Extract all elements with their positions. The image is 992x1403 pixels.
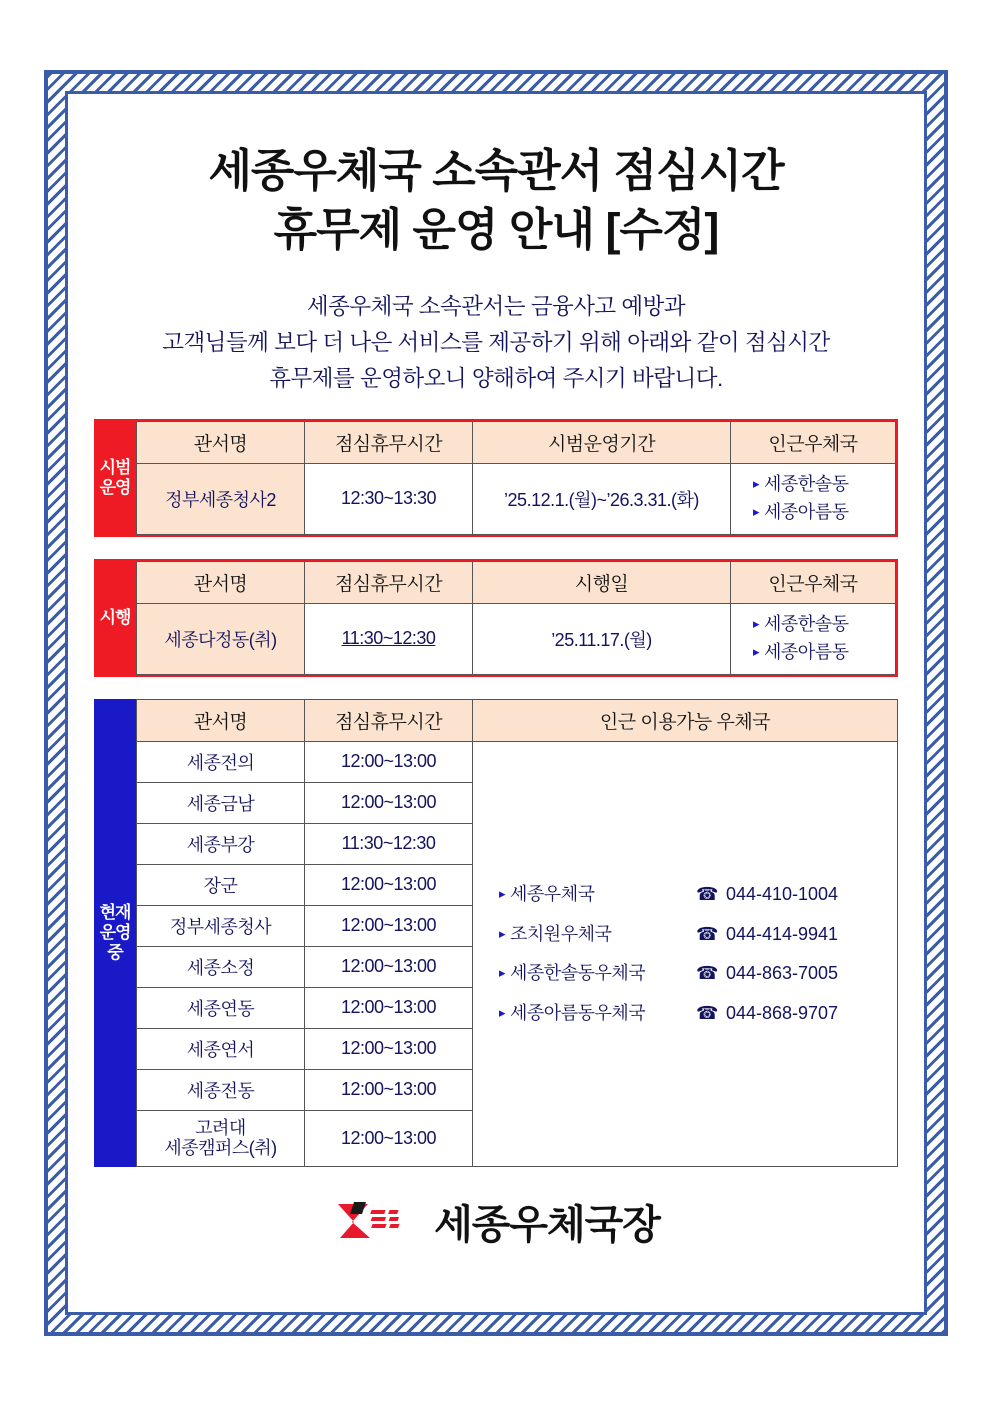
phone-office-name: 세종아름동우체국 xyxy=(510,1002,646,1023)
pilot-nearby-1: 세종한솔동 xyxy=(764,474,849,494)
bullet-icon: ▸ xyxy=(499,925,506,941)
enforcement-office: 세종다정동(취) xyxy=(137,603,305,674)
telephone-icon: ☎ xyxy=(696,1002,718,1023)
table-header-row xyxy=(137,422,896,464)
current-table-wrapper xyxy=(136,699,898,1167)
current-time: 12:00~13:00 xyxy=(305,864,473,905)
current-header-nearby: 인근 이용가능 우체국 xyxy=(473,699,898,741)
current-office: 세종전동 xyxy=(137,1069,305,1110)
enforcement-date: ’25.11.17.(월) xyxy=(473,603,731,674)
current-time: 12:00~13:00 xyxy=(305,905,473,946)
bullet-icon: ▸ xyxy=(499,1004,506,1020)
current-office: 세종전의 xyxy=(137,741,305,782)
table-row xyxy=(137,603,896,674)
current-time: 12:00~13:00 xyxy=(305,987,473,1028)
pilot-header-period: 시범운영기간 xyxy=(473,422,731,464)
footer-signature xyxy=(94,1193,898,1250)
current-office-line-2: 세종캠퍼스(취) xyxy=(164,1138,277,1159)
phone-office-name: 조치원우체국 xyxy=(510,923,612,944)
pilot-office: 정부세종청사2 xyxy=(137,464,305,535)
phone-number: 044-414-9941 xyxy=(725,923,839,944)
table-row xyxy=(137,464,896,535)
enforcement-side-label xyxy=(94,559,136,677)
bullet-icon: ▸ xyxy=(499,965,506,981)
enforcement-header-nearby: 인근우체국 xyxy=(731,561,896,603)
enforcement-table xyxy=(136,561,896,675)
current-time: 12:00~13:00 xyxy=(305,782,473,823)
current-time: 12:00~13:00 xyxy=(305,1110,473,1166)
current-side-label-text: 현재 운영 중 xyxy=(99,903,131,962)
bullet-icon: ▸ xyxy=(753,476,760,491)
current-time: 12:00~13:00 xyxy=(305,1069,473,1110)
pilot-nearby xyxy=(731,464,896,535)
intro-line-1: 세종우체국 소속관서는 금융사고 예방과 xyxy=(306,294,686,319)
intro-paragraph xyxy=(94,289,898,397)
enforcement-time: 11:30~12:30 xyxy=(305,603,473,674)
intro-line-2: 고객님들께 보다 더 나은 서비스를 제공하기 위해 아래와 같이 점심시간 xyxy=(162,330,830,355)
list-item xyxy=(499,923,897,946)
current-time: 12:00~13:00 xyxy=(305,1028,473,1069)
table-header-row xyxy=(137,561,896,603)
signature-text: 세종우체국장 xyxy=(434,1202,660,1247)
pilot-header-office: 관서명 xyxy=(137,422,305,464)
enforcement-header-office: 관서명 xyxy=(137,561,305,603)
phone-office-name: 세종우체국 xyxy=(510,884,595,905)
bullet-icon: ▸ xyxy=(499,886,506,902)
enforcement-table-wrapper xyxy=(136,559,898,677)
pilot-side-label xyxy=(94,419,136,537)
phone-number: 044-410-1004 xyxy=(725,884,839,905)
current-header-office: 관서명 xyxy=(137,699,305,741)
current-side-label xyxy=(94,699,136,1167)
current-office: 세종소정 xyxy=(137,946,305,987)
poster-body xyxy=(65,91,927,1315)
enforcement-block xyxy=(94,559,898,677)
current-office: 세종금남 xyxy=(137,782,305,823)
page-title xyxy=(94,142,898,259)
enforcement-side-label-text: 시행 xyxy=(99,607,131,627)
pilot-nearby-2: 세종아름동 xyxy=(764,501,849,522)
current-header-time: 점심휴무시간 xyxy=(305,699,473,741)
current-office: 세종부강 xyxy=(137,823,305,864)
bullet-icon: ▸ xyxy=(753,615,760,631)
current-table xyxy=(136,699,898,1167)
intro-line-3: 휴무제를 운영하오니 양해하여 주시기 바랍니다. xyxy=(269,366,723,391)
telephone-icon: ☎ xyxy=(696,963,718,984)
current-office xyxy=(137,1110,305,1166)
enforcement-nearby-1: 세종한솔동 xyxy=(764,613,849,634)
current-office: 정부세종청사 xyxy=(137,905,305,946)
telephone-icon: ☎ xyxy=(696,884,718,905)
current-operation-block xyxy=(94,699,898,1167)
nearby-postoffice-phone-list xyxy=(473,741,898,1166)
pilot-table xyxy=(136,421,896,535)
table-row xyxy=(137,741,898,782)
title-line-1: 세종우체국 소속관서 점심시간 xyxy=(208,145,784,196)
current-office-line-1: 고려대 xyxy=(195,1117,246,1138)
pilot-period: ’25.12.1.(월)~’26.3.31.(화) xyxy=(473,464,731,535)
bullet-icon: ▸ xyxy=(753,643,760,659)
pilot-time: 12:30~13:30 xyxy=(305,464,473,535)
phone-number: 044-863-7005 xyxy=(725,963,839,984)
current-office: 세종연동 xyxy=(137,987,305,1028)
current-office: 장군 xyxy=(137,864,305,905)
pilot-header-time: 점심휴무시간 xyxy=(305,422,473,464)
enforcement-nearby xyxy=(731,603,896,674)
current-office: 세종연서 xyxy=(137,1028,305,1069)
enforcement-header-time: 점심휴무시간 xyxy=(305,561,473,603)
pilot-side-label-text: 시범운영 xyxy=(99,458,131,497)
pilot-operation-block xyxy=(94,419,898,537)
current-time: 11:30~12:30 xyxy=(305,823,473,864)
phone-number: 044-868-9707 xyxy=(725,1002,839,1023)
enforcement-nearby-2: 세종아름동 xyxy=(764,641,849,662)
korea-post-logo-icon xyxy=(332,1198,416,1244)
title-line-2: 휴무제 운영 안내 [수정] xyxy=(273,203,719,255)
telephone-icon: ☎ xyxy=(696,923,718,944)
current-time: 12:00~13:00 xyxy=(305,946,473,987)
bullet-icon: ▸ xyxy=(753,503,760,519)
pilot-table-wrapper xyxy=(136,419,898,537)
list-item xyxy=(499,883,897,906)
list-item xyxy=(499,1002,897,1025)
current-time: 12:00~13:00 xyxy=(305,741,473,782)
phone-office-name: 세종한솔동우체국 xyxy=(510,963,646,984)
pilot-header-nearby: 인근우체국 xyxy=(731,422,896,464)
table-header-row xyxy=(137,699,898,741)
poster-frame xyxy=(44,70,948,1336)
enforcement-header-date: 시행일 xyxy=(473,561,731,603)
list-item xyxy=(499,962,897,985)
